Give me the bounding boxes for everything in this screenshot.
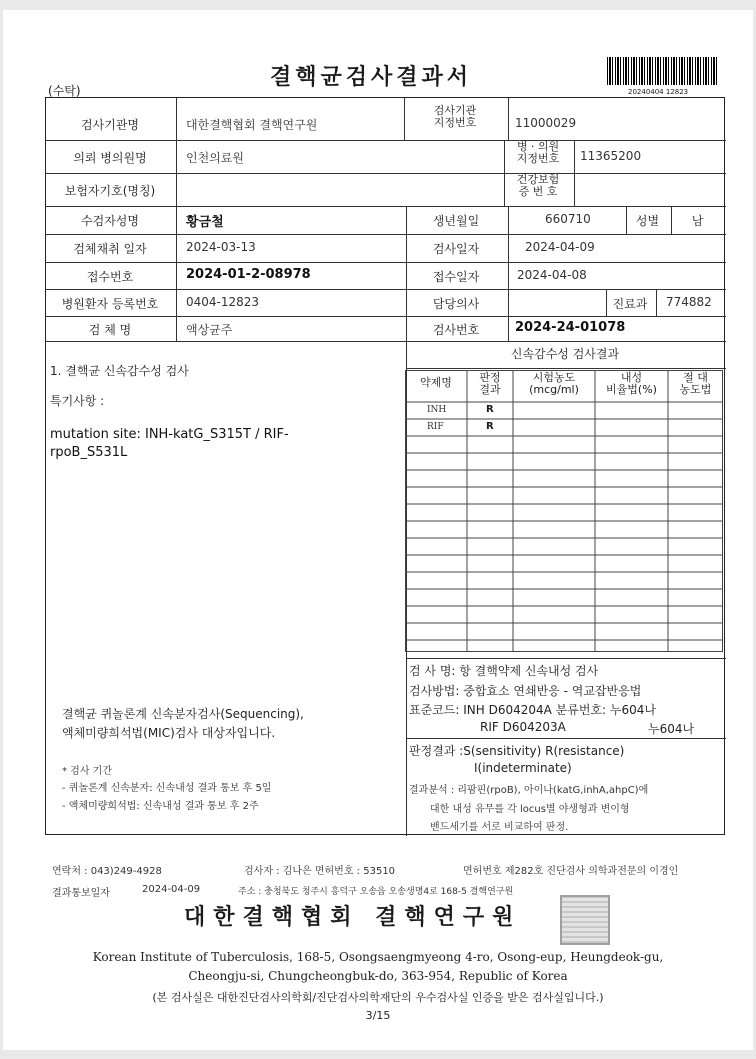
remarks-label: 특기사항 :: [50, 394, 105, 408]
exam-no-value: 2024-24-01078: [515, 320, 626, 335]
clinic-code-label: 병 · 의원 지정번호: [516, 140, 560, 165]
dob-value: 660710: [545, 212, 591, 226]
certification: (본 검사실은 대한진단검사의학회/진단검사의학재단의 우수검사실 인증을 받은 검사실입니다.): [152, 991, 604, 1004]
collection-date-label: 검체채취 일자: [73, 242, 147, 256]
test-date-label: 검사일자: [432, 242, 480, 256]
notice-line-1: 결핵균 퀴놀론계 신속분자검사(Sequencing),: [62, 707, 304, 721]
method-test-name: 검 사 명: 항 결핵약제 신속내성 검사: [409, 664, 599, 678]
requesting-clinic-label: 의뢰 병의원명: [73, 151, 147, 165]
patient-reg-label: 병원환자 등록번호: [61, 297, 159, 311]
specimen-label: 검 체 명: [88, 323, 132, 337]
institute-name: 대한결핵협회 결핵연구원: [184, 904, 522, 930]
barcode: [607, 57, 717, 85]
license: 면허번호 제282호 진단검사 의학과전문의 이경인: [463, 866, 679, 877]
institute-seal: [560, 895, 610, 945]
analysis-line-3: 밴드세기를 서로 비교하여 판정.: [430, 822, 569, 833]
clinic-code-value: 11365200: [580, 149, 642, 163]
receipt-no-label: 접수번호: [86, 270, 134, 284]
insurer-label: 보험자기호(명칭): [64, 184, 156, 198]
method-method: 검사방법: 중합효소 연쇄반응 - 역교잡반응법: [409, 684, 642, 698]
department-label: 진료과: [612, 297, 648, 311]
english-address-2: Cheongju-si, Chungcheongbuk-do, 363-954, Republic of Korea: [188, 969, 568, 983]
receipt-no-value: 2024-01-2-08978: [186, 267, 311, 282]
inst-code-label: 검사기관 지정번호: [433, 104, 477, 129]
analysis-line-1: 결과분석 : 리팜핀(rpoB), 아이나(katG,inhA,ahpC)에: [409, 785, 649, 796]
judge-line-1: 판정결과 :S(sensitivity) R(resistance): [409, 744, 625, 758]
receipt-date-label: 접수일자: [432, 270, 480, 284]
tester: 검사자 : 김나은 면허번호 : 53510: [244, 866, 396, 877]
barcode-number: 20240404 12823: [628, 88, 689, 96]
method-std-code: 표준코드: INH D604204A 분류번호: 누604나: [409, 703, 656, 717]
period-line-1: - 퀴놀론계 신속분자: 신속내성 결과 통보 후 5일: [62, 783, 272, 794]
analysis-line-2: 대한 내성 유무를 각 locus별 야생형과 변이형: [430, 804, 630, 815]
exam-no-label: 검사번호: [432, 323, 480, 337]
address: 주소 : 충청북도 청주시 흥덕구 오송읍 오송생명4로 168-5 결핵연구원: [238, 887, 514, 897]
row-2-drug: RIF: [427, 422, 444, 432]
requesting-clinic-value: 인천의료원: [186, 151, 244, 165]
method-class-2: 누604나: [648, 722, 695, 736]
results-grid: [405, 370, 723, 652]
page-title: 결핵균검사결과서: [270, 65, 473, 90]
specimen-value: 액상균주: [186, 323, 233, 337]
notify-label: 결과통보일자: [52, 888, 110, 899]
doctor-label: 담당의사: [432, 297, 480, 311]
patient-name-label: 수검자성명: [81, 214, 139, 228]
consignment-label: (수탁): [48, 84, 81, 98]
page-number: 3/15: [365, 1009, 391, 1022]
patient-name-value: 황금철: [186, 215, 224, 230]
inst-label: 검사기관명: [81, 118, 139, 132]
sex-label: 성별: [635, 214, 660, 228]
notify-date: 2024-04-09: [142, 884, 201, 895]
collection-date-value: 2024-03-13: [186, 240, 256, 254]
test-date-value: 2024-04-09: [525, 240, 595, 254]
patient-reg-value: 0404-12823: [186, 295, 260, 309]
judge-line-2: I(indeterminate): [474, 761, 572, 775]
dob-label: 생년월일: [432, 214, 480, 228]
col-drug: 약제명: [420, 376, 452, 389]
row-2-result: R: [486, 421, 494, 432]
mutation-site: mutation site: INH-katG_S315T / RIF-rpoB_S531L: [50, 427, 289, 460]
inst-code-value: 11000029: [515, 116, 577, 130]
row-1-result: R: [486, 404, 494, 415]
english-address-1: Korean Institute of Tuberculosis, 168-5, Osongsaengmyeong 4-ro, Osong-eup, Heungdeok-gu,: [92, 950, 664, 964]
receipt-date-value: 2024-04-08: [517, 268, 587, 282]
row-1-drug: INH: [427, 405, 447, 415]
contact: 연락처 : 043)249-4928: [52, 866, 162, 877]
method-std-code-2: RIF D604203A: [480, 720, 566, 734]
section-title: 1. 결핵균 신속감수성 검사: [50, 364, 189, 378]
health-insurance-label: 건강보험 증 번 호: [516, 173, 560, 198]
col-judge: 판정 결과: [479, 371, 501, 396]
col-ratio: 내성 비율법(%): [606, 371, 657, 396]
sex-value: 남: [691, 214, 704, 228]
notice-line-2: 액체미량희석법(MIC)검사 대상자입니다.: [62, 726, 276, 740]
period-line-2: - 액체미량희석법: 신속내성 결과 통보 후 2주: [62, 801, 259, 812]
col-concentration: 시험농도 (mcg/ml): [529, 371, 579, 396]
inst-value: 대한결핵협회 결핵연구원: [186, 118, 318, 132]
results-title: 신속감수성 검사결과: [510, 347, 620, 361]
department-value: 774882: [666, 295, 712, 309]
period-title: * 검사 기간: [62, 766, 112, 777]
col-absolute: 절 대 농도법: [679, 371, 712, 396]
